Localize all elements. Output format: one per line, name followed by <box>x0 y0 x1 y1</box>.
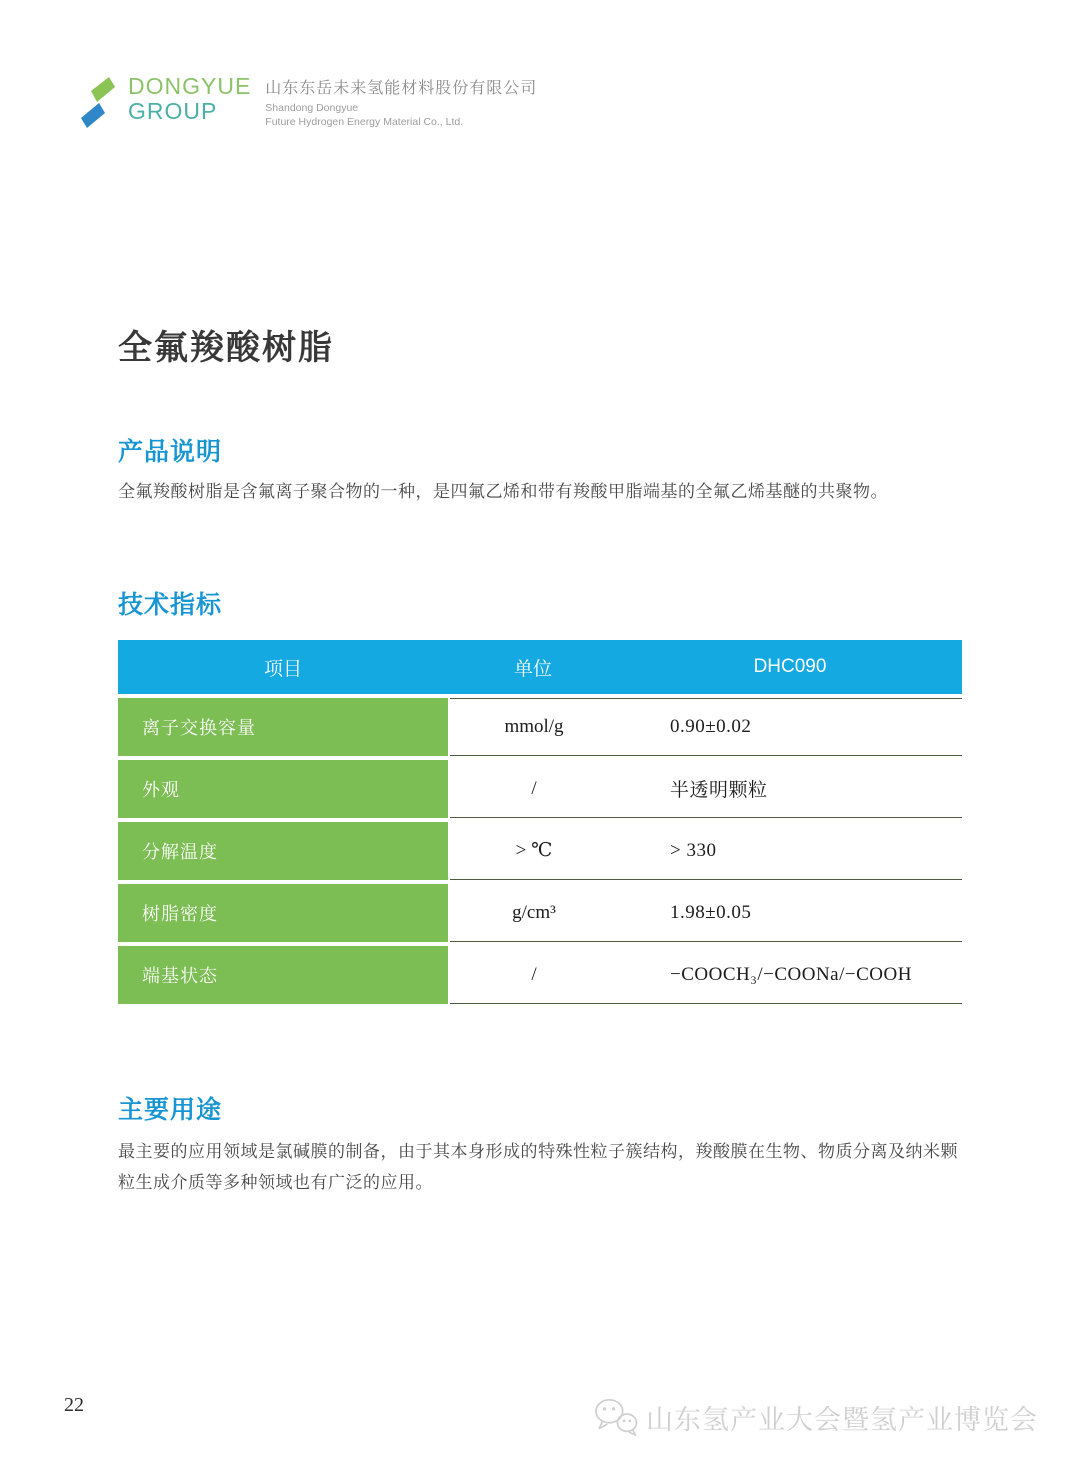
spec-unit: / <box>531 963 537 985</box>
spec-table-header-unit: 单位 <box>513 658 552 680</box>
company-name-en-line1: Shandong Dongyue <box>265 102 359 114</box>
company-name-cn: 山东东岳未来氢能材料股份有限公司 <box>265 80 538 97</box>
spec-item-label: 树脂密度 <box>118 884 448 942</box>
dongyue-logo-icon <box>80 76 116 130</box>
spec-unit: > ℃ <box>515 840 553 861</box>
company-name-en-line2: Future Hydrogen Energy Material Co., Ltd. <box>265 116 464 128</box>
page-title: 全氟羧酸树脂 <box>118 329 334 367</box>
watermark-text: 山东氢产业大会暨氢产业博览会 <box>646 1404 1038 1435</box>
table-row <box>118 884 962 942</box>
spec-value: 半透明颗粒 <box>670 780 768 801</box>
logo-wordmark-line2: GROUP <box>128 98 218 124</box>
logo-wordmark <box>128 74 251 124</box>
spec-value: 1.98±0.05 <box>670 901 752 923</box>
logo-wordmark-line1: DONGYUE <box>128 73 252 99</box>
spec-unit: g/cm³ <box>512 901 556 923</box>
spec-table-header-grade: DHC090 <box>753 656 827 677</box>
section-heading-specs: 技术指标 <box>118 591 223 619</box>
wechat-icon <box>592 1396 640 1438</box>
spec-item-label: 分解温度 <box>118 822 448 880</box>
page-number: 22 <box>64 1394 84 1416</box>
spec-unit: / <box>531 777 537 799</box>
table-row <box>118 946 962 1004</box>
usage-paragraph: 最主要的应用领域是氯碱膜的制备，由于其本身形成的特殊性粒子簇结构，羧酸膜在生物、物质分离及纳米颗粒生成介质等多种领域也有广泛的应用。 <box>118 1142 958 1192</box>
section-heading-description: 产品说明 <box>118 438 223 466</box>
spec-item-label: 端基状态 <box>118 946 448 1004</box>
spec-table-header-item: 项目 <box>263 658 302 680</box>
table-row <box>118 822 962 880</box>
table-row <box>118 760 962 818</box>
table-row <box>118 698 962 756</box>
company-name-block <box>265 74 537 129</box>
spec-value: −COOCH₃/−COONa/−COOH <box>670 963 912 985</box>
spec-table <box>118 640 962 1004</box>
spec-item-label: 离子交换容量 <box>118 698 448 756</box>
section-heading-usage: 主要用途 <box>118 1096 223 1124</box>
spec-value: > 330 <box>670 839 717 861</box>
footer-watermark <box>592 1396 1038 1438</box>
spec-item-label: 外观 <box>118 760 448 818</box>
brand-header <box>80 74 537 130</box>
description-paragraph: 全氟羧酸树脂是含氟离子聚合物的一种，是四氟乙烯和带有羧酸甲脂端基的全氟乙烯基醚的共聚物。 <box>118 482 888 501</box>
spec-table-header-row <box>118 640 962 694</box>
spec-unit: mmol/g <box>504 716 564 737</box>
spec-value: 0.90±0.02 <box>670 716 752 737</box>
